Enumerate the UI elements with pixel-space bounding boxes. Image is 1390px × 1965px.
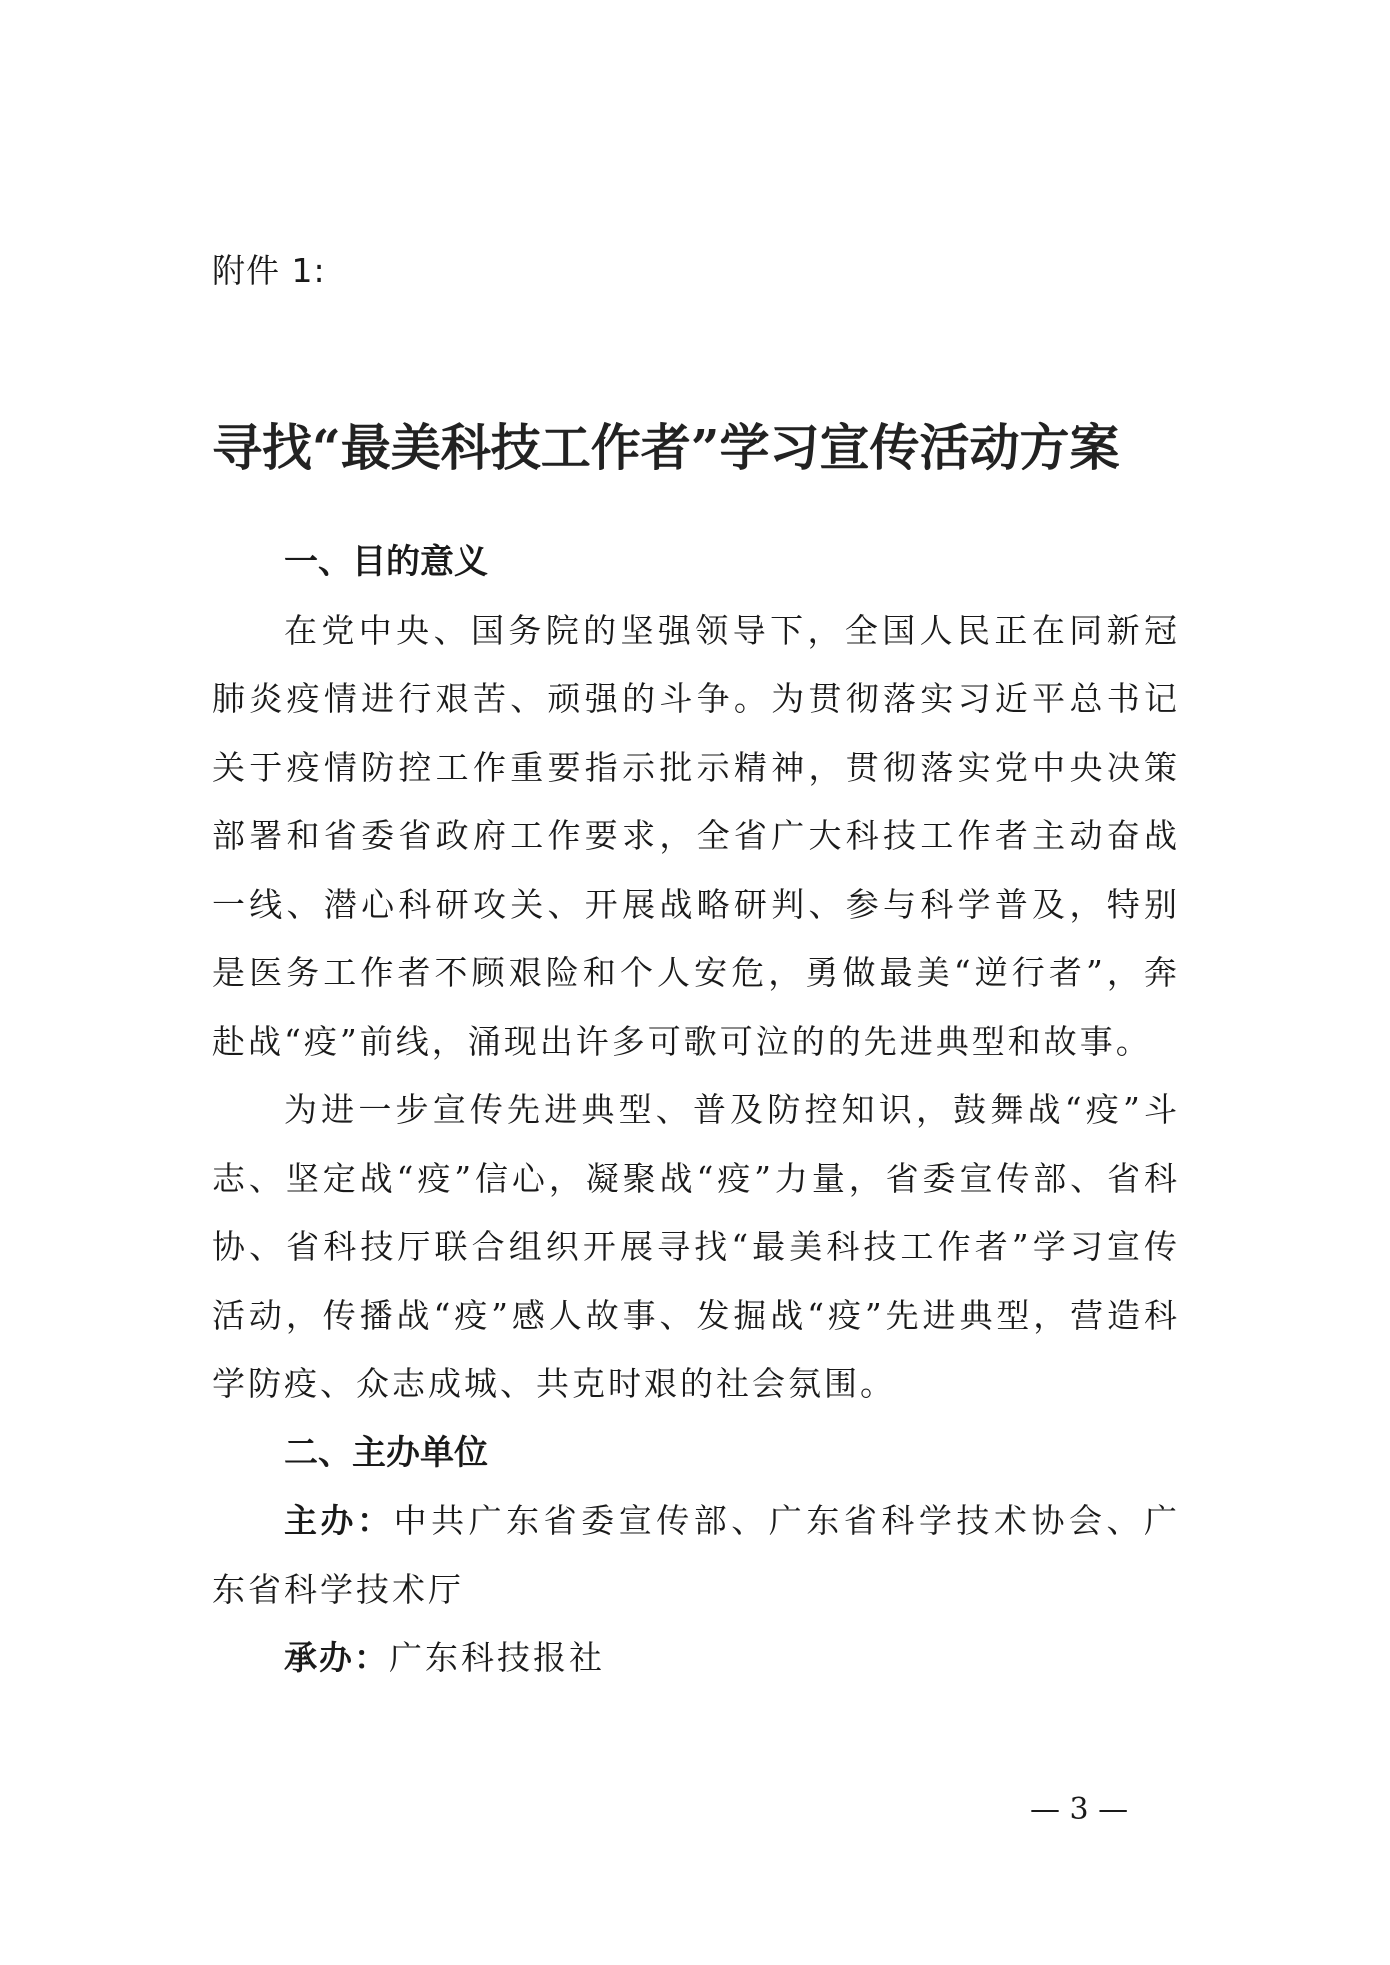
attachment-label: 附件 1: xyxy=(212,251,326,290)
paragraph-organizer xyxy=(212,1624,1180,1693)
organizer-text: 广东科技报社 xyxy=(389,1638,605,1677)
paragraph-purpose-2: 为进一步宣传先进典型、普及防控知识，鼓舞战“疫”斗志、坚定战“疫”信心，凝聚战“疫”力量，省委宣传部、省科协、省科技厅联合组织开展寻找“最美科技工作者”学习宣传活动，传播战“疫”感人故事、发掘战“疫”先进典型，营造科学防疫、众志成城、共克时艰的社会氛围。 xyxy=(212,1090,1180,1403)
section-heading-purpose: 一、目的意义 xyxy=(284,542,488,582)
page-number: — 3 — xyxy=(1030,1792,1129,1827)
paragraph-purpose-1: 在党中央、国务院的坚强领导下，全国人民正在同新冠肺炎疫情进行艰苦、顽强的斗争。为贯彻落实习近平总书记关于疫情防控工作重要指示批示精神，贯彻落实党中央决策部署和省委省政府工作要求，全省广大科技工作者主动奋战一线、潜心科研攻关、开展战略研判、参与科学普及，特别是医务工作者不顾艰险和个人安危，勇做最美“逆行者”，奔赴战“疫”前线，涌现出许多可歌可泣的的先进典型和故事。 xyxy=(212,610,1180,1061)
paragraph-host xyxy=(212,1487,1180,1624)
host-text: 中共广东省委宣传部、广东省科学技术协会、广东省科学技术厅 xyxy=(212,1501,1181,1609)
document-title: 寻找“最美科技工作者”学习宣传活动方案 xyxy=(212,418,1120,477)
host-label: 主办： xyxy=(284,1501,394,1540)
organizer-label: 承办： xyxy=(284,1638,389,1677)
section-heading-hosts: 二、主办单位 xyxy=(284,1432,488,1473)
document-body xyxy=(212,528,1180,1693)
